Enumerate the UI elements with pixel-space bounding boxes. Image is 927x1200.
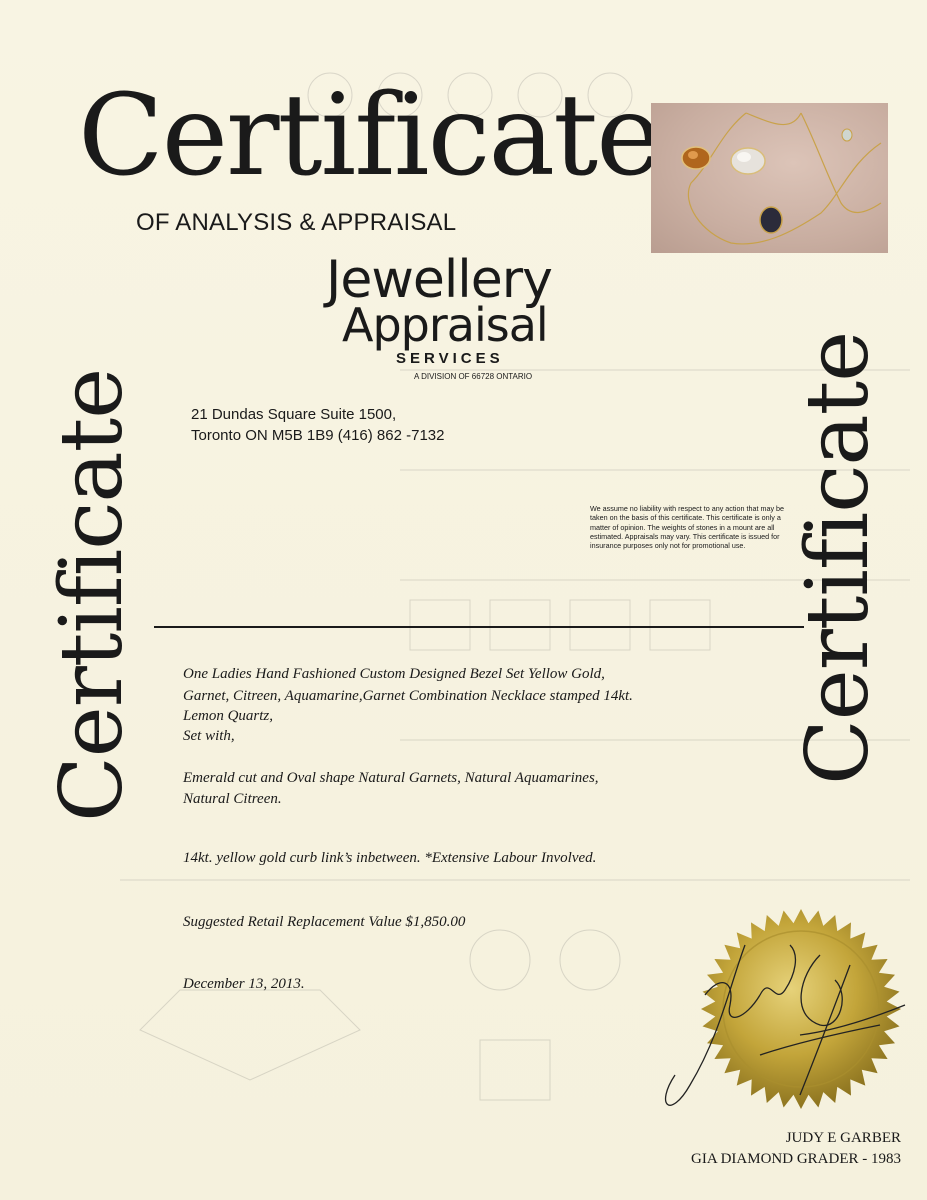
signer-title: GIA DIAMOND GRADER - 1983: [691, 1151, 901, 1167]
necklace-photo: [651, 103, 888, 253]
description-line-2: Garnet, Citreen, Aquamarine,Garnet Combination Necklace stamped 14kt.: [183, 688, 633, 704]
side-label-right: Certificate: [788, 331, 888, 785]
description-line-5: Emerald cut and Oval shape Natural Garnets, Natural Aquamarines,: [183, 770, 599, 786]
signer-name: JUDY E GARBER: [785, 1130, 901, 1146]
certificate-title: Certificate: [78, 71, 661, 201]
description-line-1: One Ladies Hand Fashioned Custom Designed Bezel Set Yellow Gold,: [183, 666, 605, 682]
business-address: [191, 404, 444, 446]
logo-services: SERVICES: [396, 350, 504, 367]
certificate-subtitle: OF ANALYSIS & APPRAISAL: [136, 209, 457, 236]
logo-division-text: A DIVISION OF 66728 ONTARIO: [414, 372, 533, 381]
description-line-6: Natural Citreen.: [183, 791, 282, 807]
address-line-2: Toronto ON M5B 1B9 (416) 862 -7132: [191, 427, 445, 444]
logo-wordmark-appraisal: Appraisal: [342, 298, 548, 352]
section-divider: [154, 626, 804, 628]
logo-wordmark-jewellery: Jewellery: [326, 250, 552, 310]
description-line-7: 14kt. yellow gold curb link’s inbetween. *Extensive Labour Involved.: [183, 850, 597, 866]
address-line-1: 21 Dundas Square Suite 1500,: [191, 406, 397, 423]
side-label-left: Certificate: [42, 368, 142, 822]
description-line-4: Set with,: [183, 728, 235, 744]
signature-image: [650, 935, 910, 1135]
liability-disclaimer: We assume no liability with respect to any action that may be taken on the basis of this certificate. This certificate is only a matter of opinion. The weights of stones in a mount are all estimated. Appraisals may vary. This certificate is issued for insurance purposes only not for promotional use.: [590, 504, 785, 551]
description-line-3: Lemon Quartz,: [183, 708, 274, 724]
replacement-value: Suggested Retail Replacement Value $1,850.00: [183, 914, 466, 930]
certificate-date: December 13, 2013.: [183, 976, 305, 992]
